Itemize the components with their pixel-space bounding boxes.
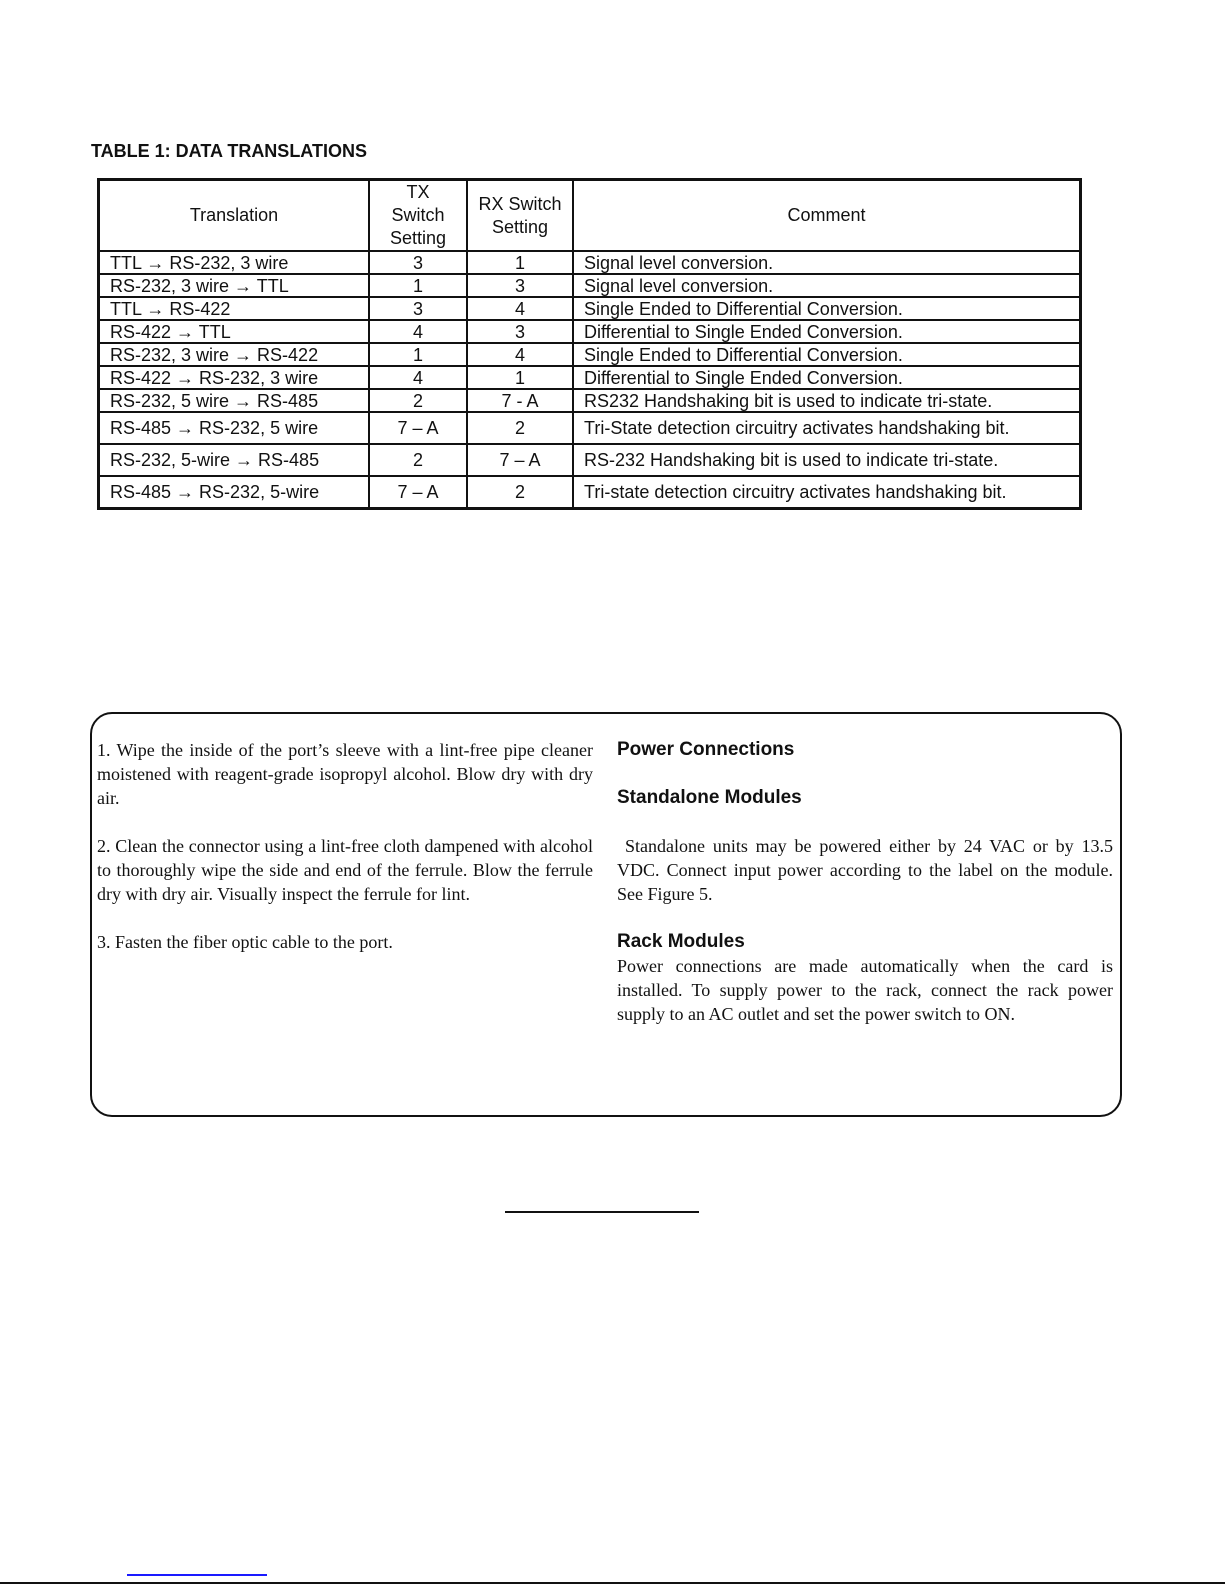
cell-translation: RS-232, 5 wire → RS-485 (99, 389, 370, 412)
cell-comment: Signal level conversion. (573, 251, 1081, 274)
link-underline[interactable] (127, 1574, 267, 1576)
cell-comment: Signal level conversion. (573, 274, 1081, 297)
power-connections-heading: Power Connections (617, 739, 795, 760)
cell-tx: 1 (369, 274, 467, 297)
cell-translation: RS-232, 3 wire → RS-422 (99, 343, 370, 366)
cell-comment: Single Ended to Differential Conversion. (573, 297, 1081, 320)
standalone-text: Standalone units may be powered either by 24 VAC or by 13.5 VDC. Connect input power according to the label on the module. See Figure 5. (617, 836, 1113, 904)
rack-heading: Rack Modules (617, 931, 745, 952)
cell-tx: 2 (369, 444, 467, 476)
table-row (99, 366, 1081, 389)
cell-rx: 4 (467, 343, 573, 366)
cell-comment: Differential to Single Ended Conversion. (573, 320, 1081, 343)
cell-translation: TTL → RS-232, 3 wire (99, 251, 370, 274)
rack-text: Power connections are made automatically when the card is installed. To supply power to the rack, connect the rack power supply to an AC outlet and set the power switch to ON. (617, 956, 1113, 1024)
cell-tx: 2 (369, 389, 467, 412)
cell-tx: 4 (369, 366, 467, 389)
cell-translation: RS-422 → RS-232, 3 wire (99, 366, 370, 389)
step-1: 1. Wipe the inside of the port’s sleeve with a lint-free pipe cleaner moistened with reagent-grade isopropyl alcohol. Blow dry with dry air. (97, 740, 593, 808)
cell-translation: RS-232, 5-wire → RS-485 (99, 444, 370, 476)
cell-rx: 3 (467, 320, 573, 343)
cell-rx: 7 – A (467, 444, 573, 476)
step-2: 2. Clean the connector using a lint-free cloth dampened with alcohol to thoroughly wipe the side and end of the ferrule. Blow the ferrule dry with dry air. Visually inspect the ferrule for lint. (97, 836, 593, 904)
cell-rx: 7 - A (467, 389, 573, 412)
cell-rx: 3 (467, 274, 573, 297)
cell-rx: 1 (467, 366, 573, 389)
power-connections (617, 738, 1113, 1050)
table-row (99, 274, 1081, 297)
cell-comment: RS-232 Handshaking bit is used to indicate tri-state. (573, 444, 1081, 476)
cell-translation: RS-485 → RS-232, 5-wire (99, 476, 370, 509)
table-row (99, 297, 1081, 320)
table-row (99, 343, 1081, 366)
table-header-row (99, 180, 1081, 252)
cell-translation: RS-232, 3 wire → TTL (99, 274, 370, 297)
header-rx: RX Switch Setting (467, 180, 573, 252)
cell-tx: 7 – A (369, 412, 467, 444)
cell-translation: TTL → RS-422 (99, 297, 370, 320)
cleaning-steps (97, 738, 593, 978)
cell-comment: Differential to Single Ended Conversion. (573, 366, 1081, 389)
cell-comment: Single Ended to Differential Conversion. (573, 343, 1081, 366)
cell-tx: 1 (369, 343, 467, 366)
cell-comment: Tri-state detection circuitry activates handshaking bit. (573, 476, 1081, 509)
header-comment: Comment (573, 180, 1081, 252)
page-bottom-line (0, 1582, 1225, 1584)
cell-comment: Tri-State detection circuitry activates handshaking bit. (573, 412, 1081, 444)
cell-rx: 2 (467, 476, 573, 509)
cell-tx: 7 – A (369, 476, 467, 509)
cell-comment: RS232 Handshaking bit is used to indicate tri-state. (573, 389, 1081, 412)
header-tx: TX Switch Setting (369, 180, 467, 252)
cell-rx: 2 (467, 412, 573, 444)
table-row (99, 251, 1081, 274)
data-translations-table (97, 178, 1082, 510)
cell-tx: 3 (369, 297, 467, 320)
cell-rx: 4 (467, 297, 573, 320)
footnote-rule (505, 1211, 699, 1213)
standalone-heading: Standalone Modules (617, 787, 802, 808)
cell-rx: 1 (467, 251, 573, 274)
table-row (99, 389, 1081, 412)
cell-tx: 3 (369, 251, 467, 274)
table-row (99, 412, 1081, 444)
table-row (99, 444, 1081, 476)
table-row (99, 476, 1081, 509)
table-title: TABLE 1: DATA TRANSLATIONS (91, 141, 367, 161)
cell-translation: RS-422 → TTL (99, 320, 370, 343)
step-3: 3. Fasten the fiber optic cable to the port. (97, 932, 393, 952)
cell-tx: 4 (369, 320, 467, 343)
cell-translation: RS-485 → RS-232, 5 wire (99, 412, 370, 444)
table-row (99, 320, 1081, 343)
header-translation: Translation (99, 180, 370, 252)
